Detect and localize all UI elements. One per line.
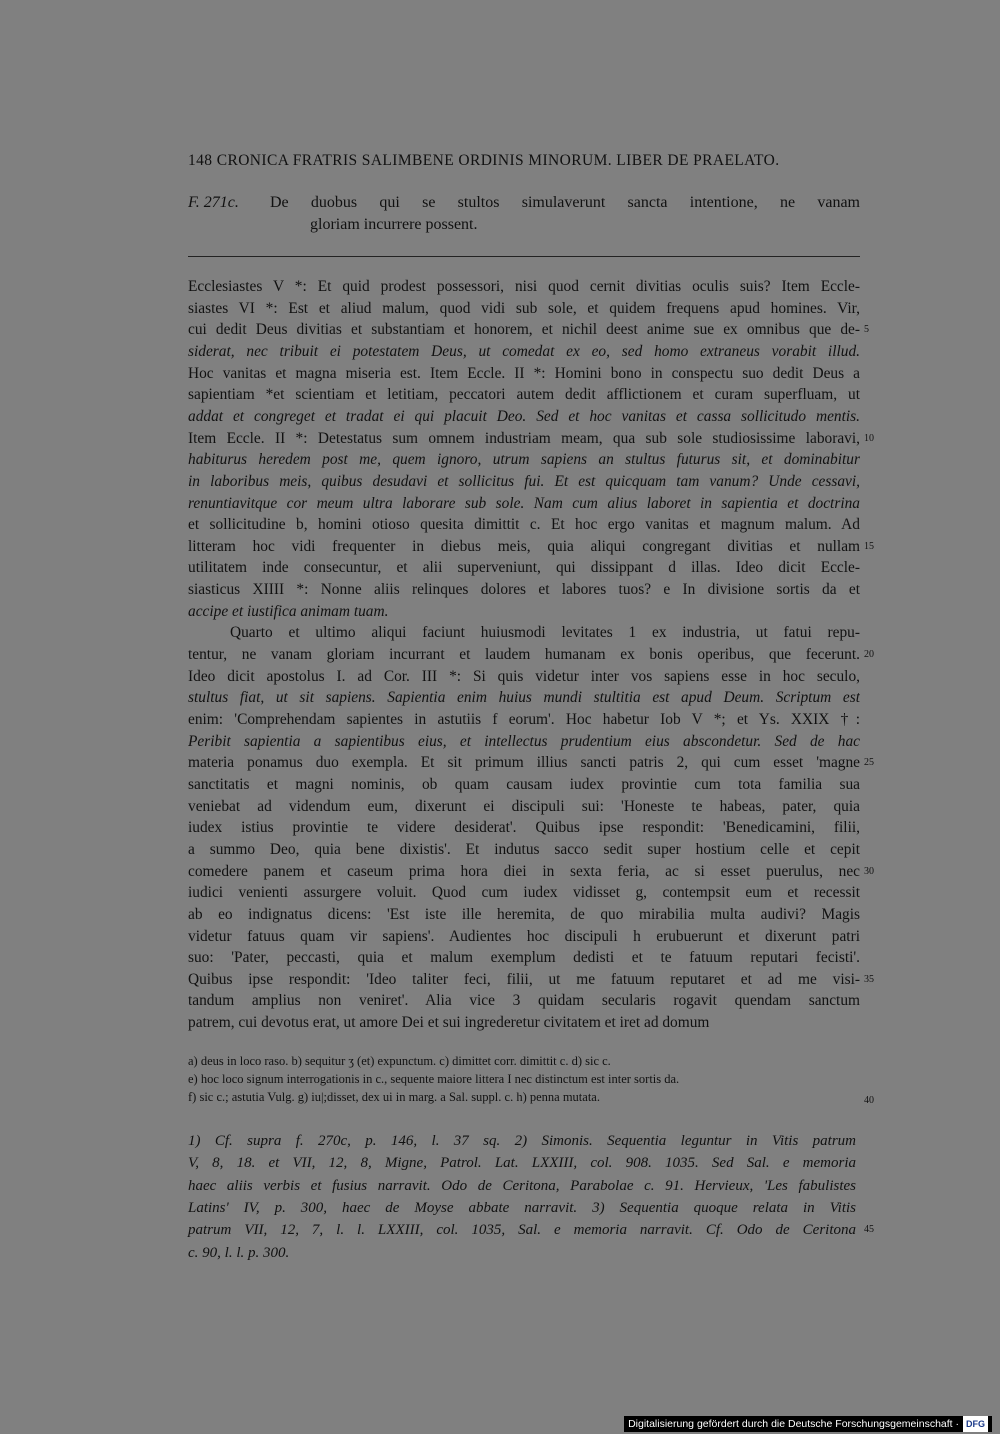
text-line: ab eo indignatus dicens: 'Est iste ille heremita, de quo mirabilia multa audivi? Magis [188,906,860,923]
text-line: Item Eccle. II *: Detestatus sum omnem industriam meam, qua sub sole studiosissime laboravi, [188,430,860,447]
text-line: tandum amplius non veniret'. Alia vice 3 quidam secularis rogavit quendam sanctum [188,992,860,1009]
text-line: Ideo dicit apostolus I. ad Cor. III *: Si quis videtur inter vos sapiens esse in hoc seculo, [188,668,860,685]
text-line: utilitatem inde consecuntur, et alii superveniunt, qui dissippant d illas. Ideo dicit Eccle- [188,559,860,576]
text-line: Quibus ipse respondit: 'Ideo taliter feci, filii, ut me fatuum reputaret et ad me visi- [188,971,860,988]
apparatus-line: f) sic c.; astutia Vulg. g) iu|;disset, dex ui in marg. a Sal. suppl. c. h) penna mutata. [188,1090,600,1104]
footnote-line: V, 8, 18. et VII, 12, 8, Migne, Patrol. Lat. LXXIII, col. 908. 1035. Sed Sal. e memoria [188,1155,856,1172]
text-line: siastes VI *: Est et aliud malum, quod vidi sub sole, et quidem frequens apud homines. Vir, [188,300,860,317]
text-line: sanctitatis et magni nominis, ob quam causam iudex provintie cum tota familia sua [188,776,860,793]
running-head: 148 CRONICA FRATRIS SALIMBENE ORDINIS MINORUM. LIBER DE PRAELATO. [188,152,780,169]
text-line: comedere panem et caseum prima hora diei in sexta feria, ac si esset puerulus, nec [188,863,860,880]
line-number: 35 [864,974,874,985]
text-line: siderat, nec tribuit ei potestatem Deus, ut comedat ex eo, sed homo extraneus vorabit illud. [188,343,860,360]
text-line: suo: 'Pater, peccasti, quia et malum exemplum dedisti et te fatuum reputari fecisti'. [188,949,860,966]
text-line: in laboribus meis, quibus desudavi et sollicitus fui. Et est quicquam tam vanum? Unde cessavi, [188,473,860,490]
dfg-funding-footer [624,1416,992,1432]
apparatus-line: a) deus in loco raso. b) sequitur ʒ (et) expunctum. c) dimittet corr. dimittit c. d) sic c. [188,1054,611,1068]
line-number: 45 [864,1224,874,1235]
footnote-line: haec aliis verbis et fusius narravit. Odo de Ceritona, Parabolae c. 91. Hervieux, 'Les fabulistes [188,1177,856,1194]
text-line: enim: 'Comprehendam sapientes in astutiis f eorum'. Hoc habetur Iob V *; et Ys. XXIX †: [188,711,860,728]
text-line: Quarto et ultimo aliqui faciunt huiusmodi levitates 1 ex industria, ut fatui repu- [230,624,860,641]
line-number: 15 [864,541,874,552]
text-line: et sollicitudine b, homini otioso quesita dimittit c. Et hoc ergo vanitas et magnum malum. Ad [188,516,860,533]
line-number: 5 [864,324,869,335]
text-line: Peribit sapientia a sapientibus eius, et intellectus prudentium eius abscondetur. Sed de hac [188,733,860,750]
text-line: iudex istius provintie te videre desiderat'. Quibus ipse respondit: 'Benedicamini, filii, [188,819,860,836]
text-line: siasticus XIIII *: Nonne aliis relinques dolores et labores tuos? e In divisione sortis da et [188,581,860,598]
text-line: sapientiam *et scientiam et letitiam, peccatori autem dedit afflictionem et curam superfluam, ut [188,386,860,403]
line-number: 25 [864,757,874,768]
line-number: 40 [864,1095,874,1106]
footnote-line: patrum VII, 12, 7, l. l. LXXIII, col. 1035, Sal. e memoria narravit. Cf. Odo de Ceritona [188,1222,856,1239]
text-line: videtur fatuus quam vir sapiens'. Audientes hoc discipuli h erubuerunt et dixerunt patri [188,928,860,945]
chapter-title-line-1: De duobus qui se stultos simulaverunt sancta intentione, ne vanam [270,194,860,211]
text-line: renuntiavitque cor meum ultra laborare sub sole. Nam cum alius laboret in sapientia et doctrina [188,495,860,512]
line-number: 10 [864,433,874,444]
text-line: a summo Deo, quia bene dixistis'. Et indutus sacco sedit super hostium celle et cepit [188,841,860,858]
text-line: accipe et iustifica animam tuam. [188,603,389,620]
text-line: cui dedit Deus divitias et substantiam et honorem, et nichil deest anime sue ex omnibus que de- [188,321,860,338]
text-line: Hoc vanitas et magna miseria est. Item Eccle. II *: Homini bono in conspectu suo dedit Deus a [188,365,860,382]
text-line: stultus fiat, ut sit sapiens. Sapientia enim huius mundi stultitia est apud Deum. Scriptum est [188,689,860,706]
text-line: iudici venienti assurgere voluit. Quod cum iudex vidisset g, contempsit eum et recessit [188,884,860,901]
line-number: 20 [864,649,874,660]
text-line: Ecclesiastes V *: Et quid prodest possessori, nisi quod cernit divitias oculis suis? Item Eccle- [188,278,860,295]
footer-text: Digitalisierung gefördert durch die Deutsche Forschungsgemeinschaft · [628,1418,959,1430]
text-line: addat et congreget et tradat ei qui placuit Deo. Sed et hoc vanitas et cassa sollicitudo mentis. [188,408,860,425]
apparatus-line: e) hoc loco signum interrogationis in c., sequente maiore littera I nec distinctum est inter sortis da. [188,1072,680,1086]
footnote-line: c. 90, l. l. p. 300. [188,1244,290,1261]
text-line: patrem, cui devotus erat, ut amore Dei et sui ingrederetur civitatem et iret ad domum [188,1014,710,1031]
heading-rule [188,256,860,257]
chapter-title-line-2: gloriam incurrere possent. [310,216,478,233]
text-line: veniebat ad videndum eum, dixerunt ei discipuli sui: 'Honeste te habeas, pater, quia [188,798,860,815]
folio-reference: F. 271c. [188,194,239,211]
footnote-line: Latins' IV, p. 300, haec de Moyse abbate narravit. 3) Sequentia quoque relata in Vitis [188,1199,856,1216]
line-number: 30 [864,866,874,877]
dfg-logo: DFG [963,1416,988,1432]
footnote-line: 1) Cf. supra f. 270c, p. 146, l. 37 sq. 2) Simonis. Sequentia leguntur in Vitis patrum [188,1133,856,1149]
text-line: tentur, ne vanam gloriam incurrant et laudem humanam ex bonis operibus, que fecerunt. [188,646,860,663]
text-line: habiturus heredem post me, quem ignoro, utrum sapiens an stultus futurus sit, et dominabitur [188,451,860,468]
text-line: materia ponamus duo exempla. Et sit primum illius sancti patris 2, qui cum esset 'magne [188,754,860,771]
text-line: litteram hoc vidi frequenter in diebus meis, quia aliqui congregant divitias et nullam [188,538,860,555]
